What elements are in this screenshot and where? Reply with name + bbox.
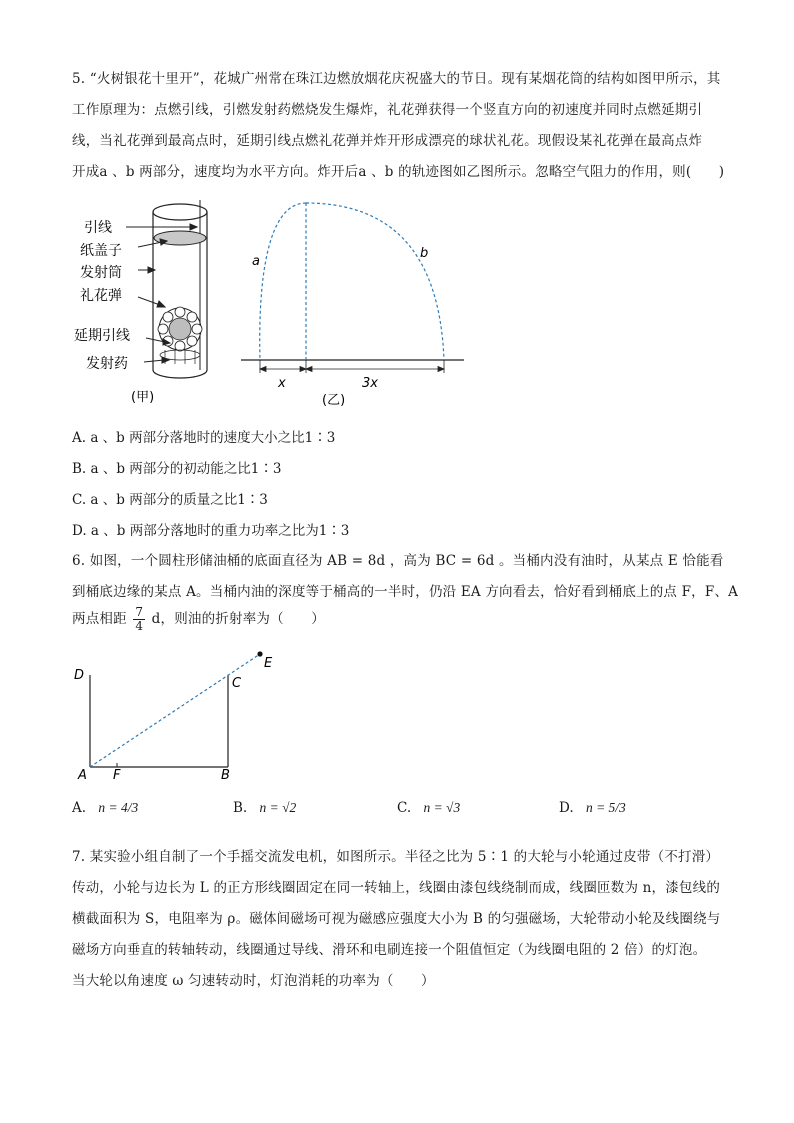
label-propellant: 发射药 [86, 356, 128, 372]
point-b-label: B [221, 768, 230, 783]
q7-line-1: 7. 某实验小组自制了一个手摇交流发电机，如图所示。半径之比为 5∶1 的大轮与小轮通过皮带（不打滑） [72, 849, 720, 865]
q6-line-3 [72, 606, 325, 633]
label-launch-tube: 发射筒 [80, 265, 122, 281]
caption-jia: (甲) [131, 390, 155, 405]
q6-line-1: 6. 如图，一个圆柱形储油桶的底面直径为 AB = 8d ，高为 BC = 6d 。当桶内没有油时，从某点 E 恰能看 [72, 553, 724, 569]
figure-oil-tank [70, 645, 290, 785]
label-shell: 礼花弹 [80, 288, 122, 304]
q5-option-b: B. a 、b 两部分的初动能之比1∶3 [72, 461, 282, 477]
q7-line-4: 磁场方向垂直的转轴转动，线圈通过导线、滑环和电刷连接一个阻值恒定（为线圈电阻的 2 倍）的灯泡。 [72, 942, 707, 958]
q6-line-3-post: d，则油的折射率为（ ） [151, 611, 325, 627]
label-paper-lid: 纸盖子 [80, 243, 122, 259]
q6-choice-b: B. n = √2 [233, 800, 297, 816]
label-3x: 3x [362, 376, 378, 391]
point-e-label: E [264, 656, 273, 671]
q5-line-4: 开成a 、b 两部分，速度均为水平方向。炸开后a 、b 的轨迹图如乙图所示。忽略空气阻力的作用，则( ) [72, 164, 725, 180]
point-d-label: D [74, 668, 85, 683]
q7-line-5: 当大轮以角速度 ω 匀速转动时，灯泡消耗的功率为（ ） [72, 973, 435, 989]
q5-option-c: C. a 、b 两部分的质量之比1∶3 [72, 492, 268, 508]
q6-line-2: 到桶底边缘的某点 A。当桶内油的深度等于桶高的一半时，仍沿 EA 方向看去，恰好看到桶底上的点 F，F、A [72, 584, 739, 600]
fraction-7-4: $\frac{7}{4}$ [135, 605, 144, 633]
point-f-label: F [113, 768, 121, 783]
label-b: b [420, 246, 429, 261]
label-x: x [278, 376, 286, 391]
point-a-label: A [78, 768, 87, 783]
q5-line-1: 5. “火树银花十里开”，花城广州常在珠江边燃放烟花庆祝盛大的节日。现有某烟花筒的结构如图甲所示，其 [72, 71, 721, 87]
q6-choice-d: D. n = 5/3 [559, 800, 626, 816]
q5-option-d: D. a 、b 两部分落地时的重力功率之比为1∶3 [72, 523, 350, 539]
figure-yi-trajectories [236, 195, 476, 410]
q6-choice-a: A. n = 4/3 [72, 800, 139, 816]
point-c-label: C [232, 676, 242, 691]
figure-jia-firework-tube [74, 192, 230, 412]
label-a: a [252, 254, 260, 269]
q6-choice-c: C. n = √3 [397, 800, 461, 816]
label-fuse: 引线 [84, 220, 112, 236]
q7-line-2: 传动，小轮与边长为 L 的正方形线圈固定在同一转轴上，线圈由漆包线绕制而成，线圈匝数为 n，漆包线的 [72, 880, 721, 896]
q5-option-a: A. a 、b 两部分落地时的速度大小之比1∶3 [72, 430, 336, 446]
q5-line-2: 工作原理为：点燃引线，引燃发射药燃烧发生爆炸，礼花弹获得一个竖直方向的初速度并同时点燃延期引 [72, 102, 703, 118]
q6-line-3-pre: 两点相距 [72, 611, 127, 627]
q7-line-3: 横截面积为 S，电阻率为 ρ。磁体间磁场可视为磁感应强度大小为 B 的匀强磁场，大轮带动小轮及线圈绕与 [72, 911, 721, 927]
q5-line-3: 线，当礼花弹到最高点时，延期引线点燃礼花弹并炸开形成漂亮的球状礼花。现假设某礼花弹在最高点炸 [72, 133, 703, 149]
caption-yi: (乙) [322, 393, 346, 408]
label-delay-fuse: 延期引线 [74, 328, 130, 344]
